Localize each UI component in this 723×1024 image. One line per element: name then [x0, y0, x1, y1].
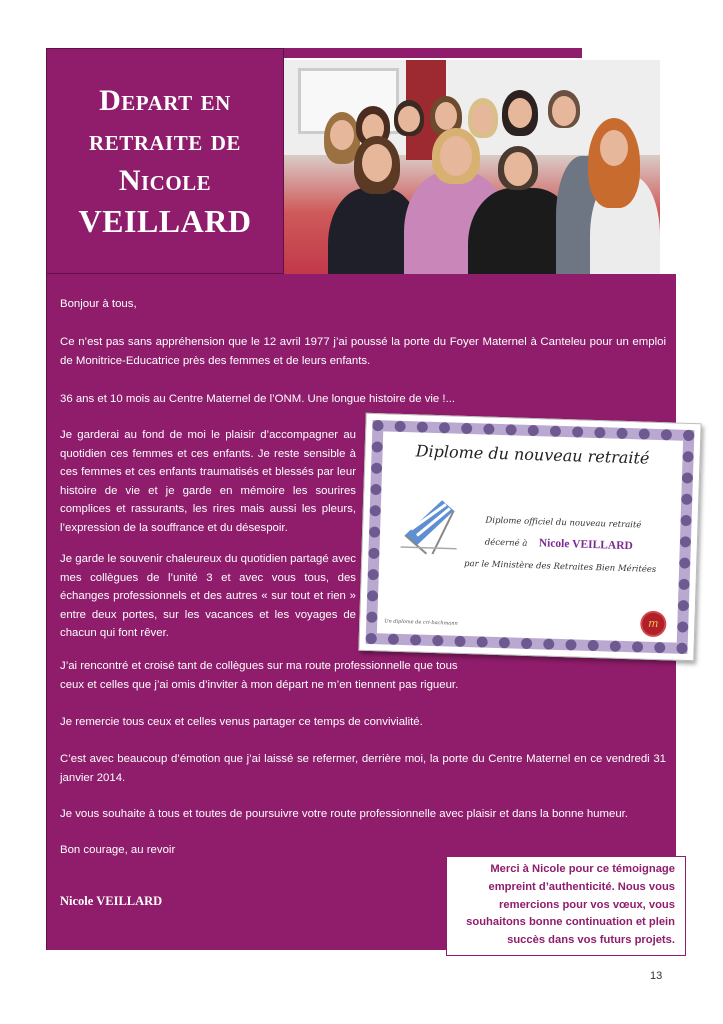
paragraph-1: Ce n’est pas sans appréhension que le 12 avril 1977 j’ai poussé la porte du Foyer Maternel à Canteleu pour un emploi de Monitrice-Educatrice près des femmes et de leurs enfants.	[60, 336, 666, 367]
closing: Bon courage, au revoir	[60, 844, 176, 856]
thanks-box: Merci à Nicole pour ce témoignage empreint d’authenticité. Nous vous remercions pour vos vœux, vous souhaitons bonne continuation et plein succès dans vos futurs projets.	[446, 856, 686, 956]
paragraph-3: Je garderai au fond de moi le plaisir d’accompagner au quotidien ces femmes et ces enfants. Je reste sensible à ces femmes et ces enfants traumatisés et blessés par leur histoire de vie et je garde en mémoire les sourires complices et rassurants, les rires mais aussi les pleurs, l’expression de la souffrance et du désespoir.	[60, 429, 356, 534]
page-number: 13	[650, 970, 663, 982]
title-line-4: VEILLARD	[78, 203, 252, 239]
title-line-3: Nicole	[118, 164, 212, 197]
paragraph-2: 36 ans et 10 mois au Centre Maternel de l’ONM. Une longue histoire de vie !...	[60, 393, 456, 405]
paragraph-7: C’est avec beaucoup d’émotion que j’ai laissé se refermer, derrière moi, la porte du Centre Maternel en ce vendredi 31 janvier 2014.	[60, 753, 666, 784]
wax-seal-icon: m	[642, 613, 665, 636]
top-accent-bar	[284, 48, 582, 58]
paragraph-4: Je garde le souvenir chaleureux du quotidien partagé avec mes collègues de l’unité 3 et avec vous tous, des échanges professionnels et des autres « sur tout et rien » entre deux portes, sur les vacances et les voyages de chacun qui font rêver.	[60, 553, 356, 639]
paragraph-5: J’ai rencontré et croisé tant de collègues sur ma route professionnelle que tous ceux et celles que j’ai omis d’inviter à mon départ ne m’en tiennent pas rigueur.	[60, 660, 459, 691]
title-line-2: retraite de	[89, 124, 241, 157]
diploma-card	[358, 413, 701, 661]
diploma-line-3: par le Ministère des Retraites Bien Méritées	[463, 558, 657, 575]
diploma-footer: Un diplome de cri-bachmann	[384, 618, 458, 627]
paragraph-6: Je remercie tous ceux et celles venus partager ce temps de convivialité.	[60, 716, 423, 728]
diploma-recipient: Nicole VEILLARD	[538, 537, 633, 553]
diploma-line-2: décerné à	[484, 537, 528, 549]
paragraph-8: Je vous souhaite à tous et toutes de poursuivre votre route professionnelle avec plaisir et dans la bonne humeur.	[60, 808, 628, 820]
signature: Nicole VEILLARD	[60, 894, 163, 908]
diploma-line-1: Diplome officiel du nouveau retraité	[485, 515, 642, 531]
greeting: Bonjour à tous,	[60, 298, 137, 310]
title-line-1: Depart en	[99, 84, 231, 117]
page-title	[79, 81, 252, 241]
diploma-title: Diplome du nouveau retraité	[415, 441, 650, 468]
deck-chair-icon	[396, 495, 468, 559]
title-panel	[46, 48, 284, 274]
